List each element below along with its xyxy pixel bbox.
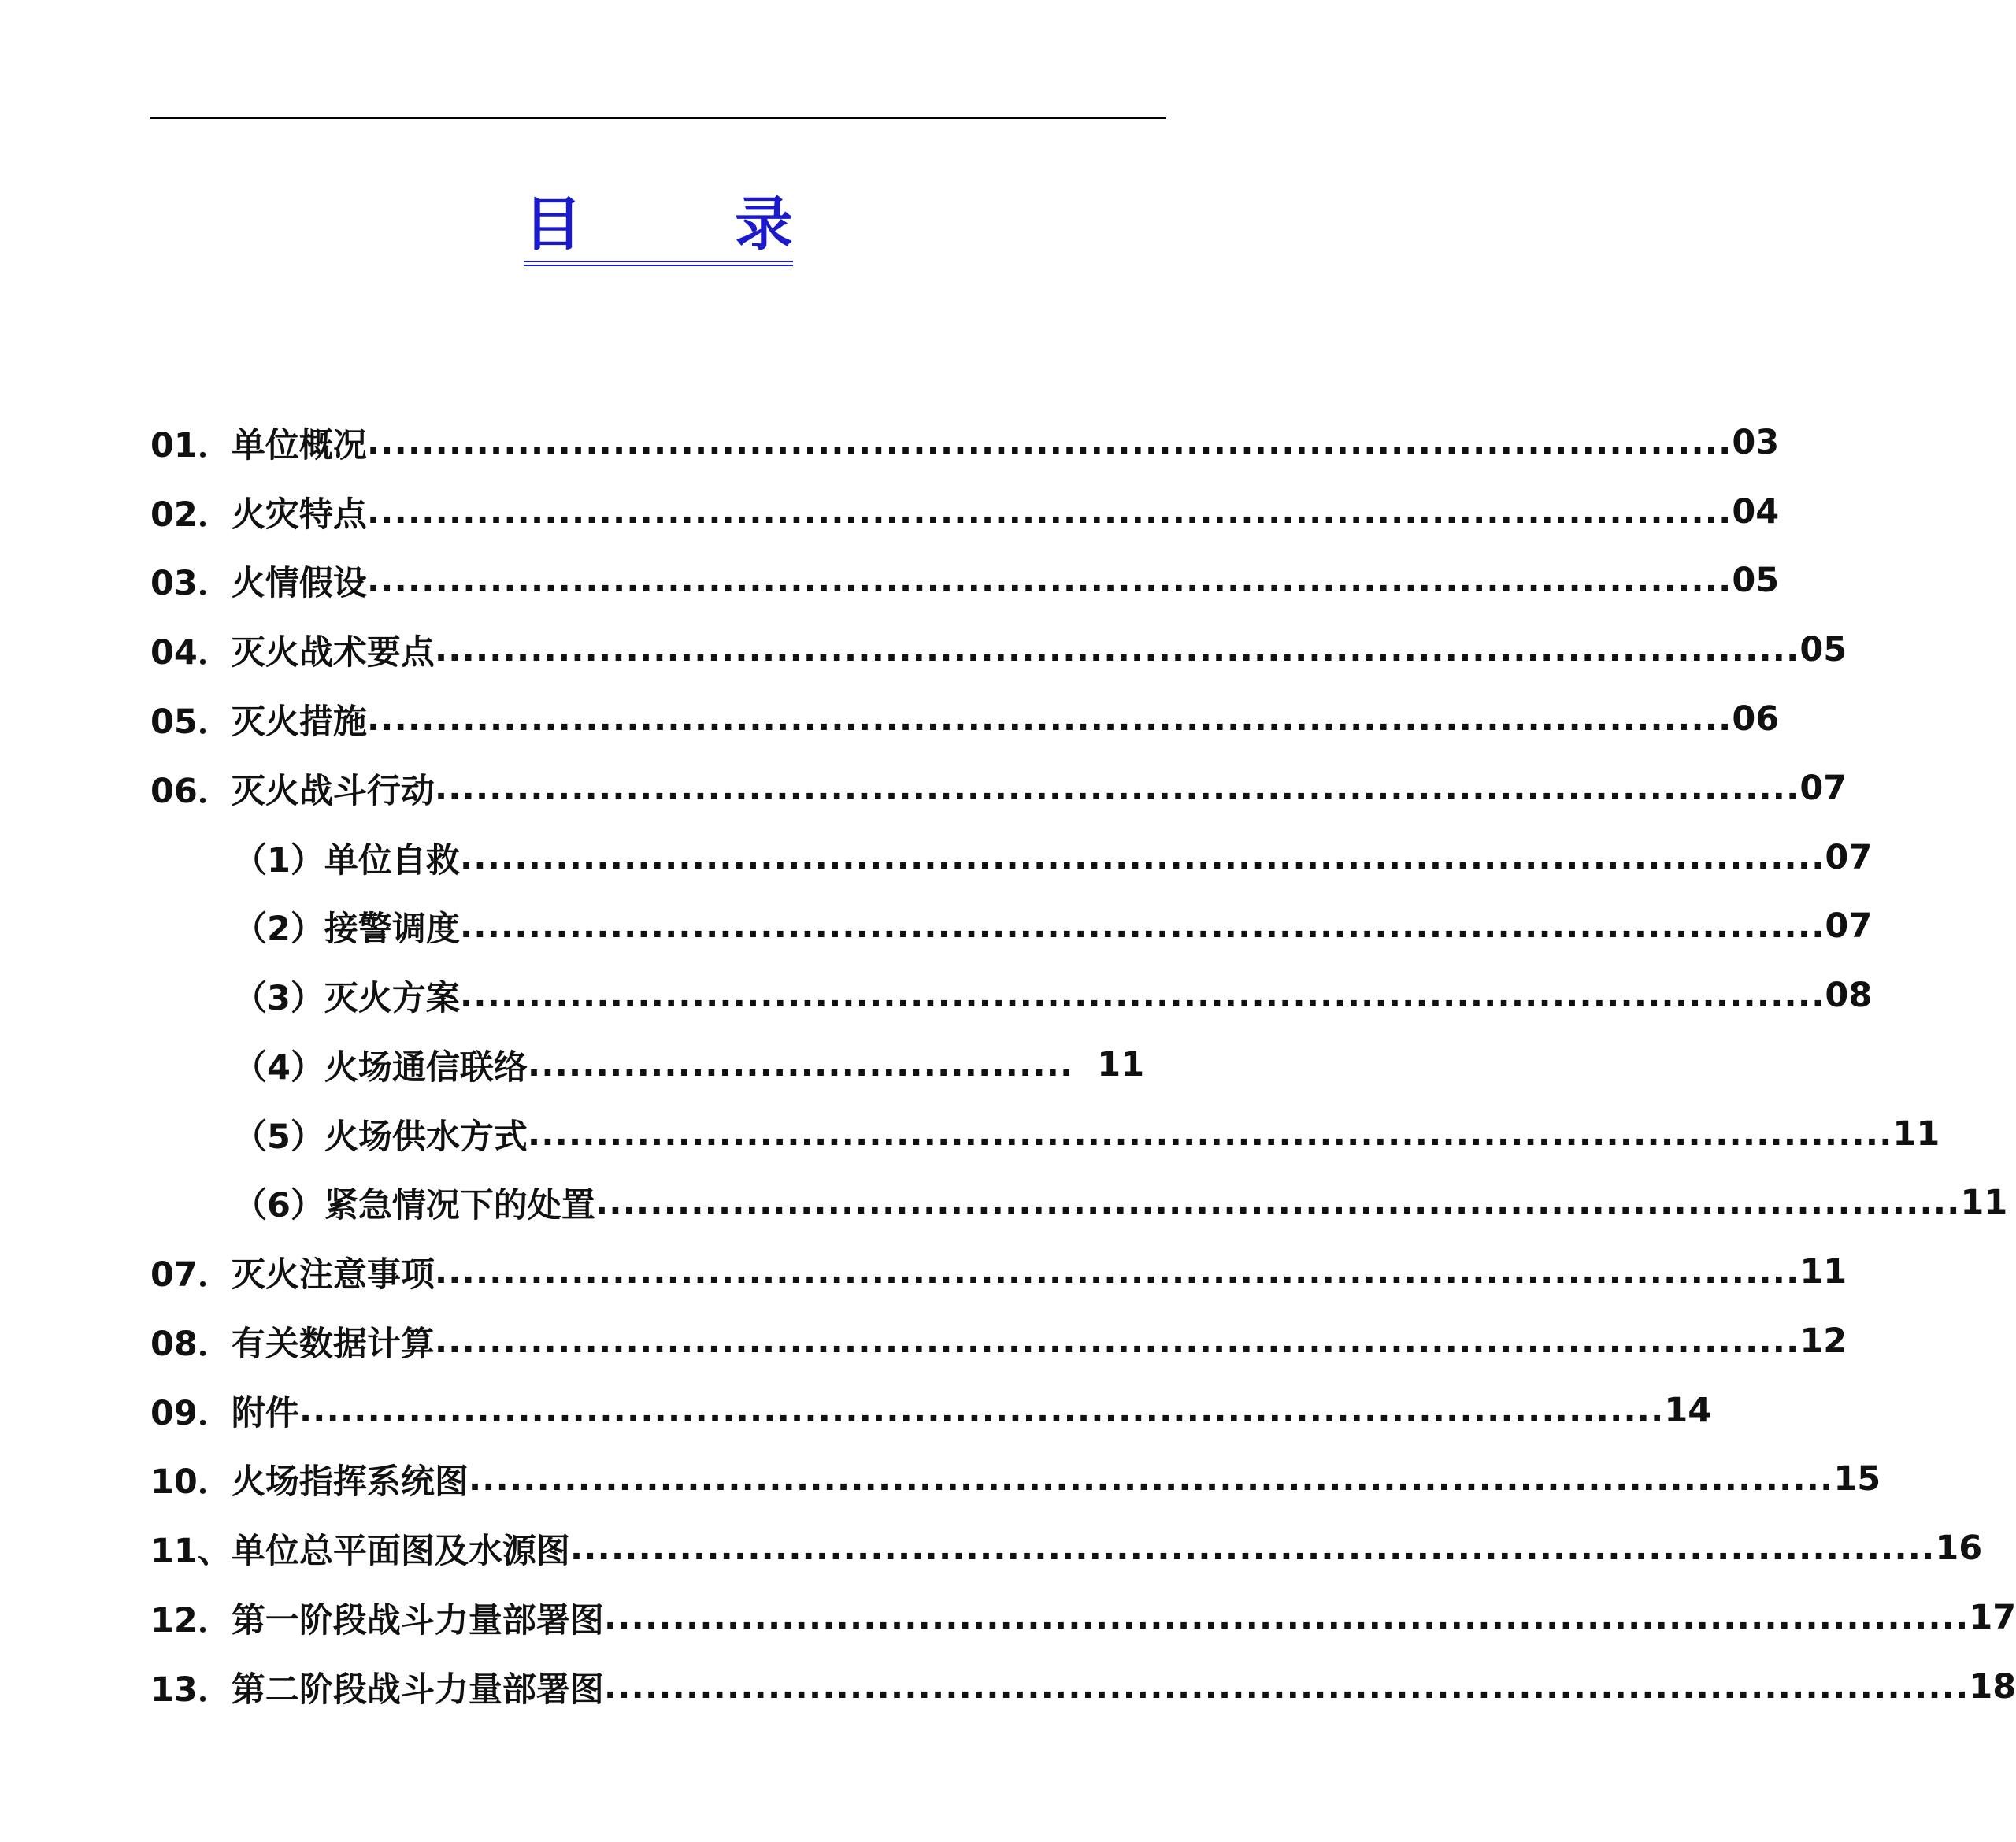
toc-leader-dots: .................................................................................................... [603, 1667, 1970, 1707]
toc-leader-dots: .................................................................................................... [527, 1114, 1893, 1154]
toc-entry-page: 06 [1732, 699, 1780, 739]
toc-subentry-page: 11 [1960, 1183, 2008, 1222]
toc-entry-page: 03 [1732, 423, 1780, 462]
toc-entry-number: 03． [150, 563, 232, 603]
toc-leader-dots: .................................................................................................... [595, 1183, 1961, 1222]
toc-entry-page: 15 [1833, 1459, 1881, 1499]
page-title-char-1: 目 [524, 190, 582, 258]
toc-entry-label: 第二阶段战斗力量部署图 [231, 1670, 604, 1710]
toc-subentry-number: （1） [233, 840, 324, 880]
toc-subentry-page: 07 [1825, 838, 1873, 877]
toc-subentry-page: 07 [1825, 906, 1873, 946]
toc-leader-dots: .................................................................................................... [298, 1391, 1665, 1430]
toc-entry-number: 09． [150, 1393, 232, 1433]
toc-subentry-label: 火场通信联络 [324, 1047, 528, 1088]
toc-entry[interactable] [150, 1525, 1983, 1571]
toc-entry[interactable] [150, 765, 1847, 811]
toc-subentry-number: （2） [233, 909, 324, 949]
toc-leader-dots: ........................................ [527, 1045, 1074, 1084]
toc-subentry[interactable] [233, 973, 1873, 1018]
page-title-char-2: 录 [735, 190, 793, 258]
toc-entry-number: 11、 [150, 1531, 232, 1571]
toc-subentry[interactable] [233, 835, 1873, 880]
toc-entry-page: 18 [1969, 1667, 2016, 1707]
toc-entry[interactable] [150, 1249, 1847, 1295]
toc-leader-dots: .................................................................................................... [366, 699, 1732, 739]
toc-subentry-page: 11 [1073, 1045, 1145, 1084]
toc-entry-label: 有关数据计算 [231, 1324, 435, 1364]
toc-entry-label: 第一阶段战斗力量部署图 [231, 1600, 604, 1640]
toc-entry-page: 14 [1664, 1391, 1712, 1430]
toc-subentry[interactable] [233, 1180, 2008, 1225]
toc-entry-number: 10． [150, 1462, 232, 1502]
toc-entry-number: 08． [150, 1324, 232, 1364]
toc-subentry[interactable] [233, 1042, 1145, 1088]
toc-entry[interactable] [150, 627, 1847, 673]
toc-entry-number: 07． [150, 1255, 232, 1295]
toc-subentry-label: 紧急情况下的处置 [324, 1185, 595, 1225]
toc-entry-label: 单位概况 [231, 425, 367, 465]
toc-subentry[interactable] [233, 903, 1873, 949]
toc-subentry-number: （3） [233, 978, 324, 1018]
toc-leader-dots: .................................................................................................... [569, 1529, 1936, 1568]
toc-entry-page: 17 [1969, 1598, 2016, 1637]
toc-entry[interactable] [150, 1664, 2016, 1710]
toc-leader-dots: .................................................................................................... [366, 492, 1732, 532]
toc-entry-label: 火灾特点 [231, 495, 367, 535]
toc-leader-dots: .................................................................................................... [468, 1459, 1834, 1499]
toc-entry-number: 02． [150, 495, 232, 535]
toc-entry-number: 05． [150, 702, 232, 742]
toc-leader-dots: .................................................................................................... [434, 630, 1800, 669]
toc-subentry-label: 灭火方案 [324, 978, 460, 1018]
toc-leader-dots: .................................................................................................... [434, 1321, 1800, 1361]
toc-subentry-number: （5） [233, 1117, 324, 1157]
toc-entry-label: 附件 [231, 1393, 299, 1433]
toc-entry-label: 火情假设 [231, 563, 367, 603]
toc-leader-dots: .................................................................................................... [366, 561, 1732, 600]
toc-entry-page: 12 [1799, 1321, 1847, 1361]
toc-subentry-number: （4） [233, 1047, 324, 1088]
toc-entry-page: 04 [1732, 492, 1780, 532]
toc-leader-dots: .................................................................................................... [366, 423, 1732, 462]
toc-leader-dots: .................................................................................................... [434, 1252, 1800, 1292]
toc-entry-number: 13． [150, 1670, 232, 1710]
toc-entry[interactable] [150, 1388, 1712, 1433]
toc-entry[interactable] [150, 489, 1780, 535]
toc-entry[interactable] [150, 558, 1780, 603]
toc-subentry-page: 08 [1825, 976, 1873, 1015]
toc-entry[interactable] [150, 1456, 1881, 1502]
toc-entry-page: 05 [1799, 630, 1847, 669]
toc-entry-label: 灭火战术要点 [231, 632, 435, 673]
toc-subentry[interactable] [233, 1111, 1940, 1157]
toc-entry[interactable] [150, 1595, 2016, 1640]
toc-entry-page: 16 [1935, 1529, 1983, 1568]
toc-subentry-label: 单位自救 [324, 840, 460, 880]
toc-leader-dots: .................................................................................................... [459, 906, 1825, 946]
toc-subentry-number: （6） [233, 1185, 324, 1225]
toc-entry[interactable] [150, 696, 1780, 742]
toc-leader-dots: .................................................................................................... [459, 976, 1825, 1015]
toc-entry-label: 灭火注意事项 [231, 1255, 435, 1295]
toc-entry-page: 05 [1732, 561, 1780, 600]
toc-entry-label: 单位总平面图及水源图 [231, 1531, 570, 1571]
toc-entry-number: 04． [150, 632, 232, 673]
toc-leader-dots: .................................................................................................... [459, 838, 1825, 877]
toc-subentry-label: 接警调度 [324, 909, 460, 949]
toc-entry[interactable] [150, 420, 1780, 465]
toc-entry-number: 12． [150, 1600, 232, 1640]
toc-leader-dots: .................................................................................................... [434, 769, 1800, 808]
toc-entry-number: 01． [150, 425, 232, 465]
toc-leader-dots: .................................................................................................... [603, 1598, 1970, 1637]
toc-entry-label: 灭火战斗行动 [231, 771, 435, 811]
toc-entry-page: 11 [1799, 1252, 1847, 1292]
toc-entry-label: 灭火措施 [231, 702, 367, 742]
toc-entry-number: 06． [150, 771, 232, 811]
toc-subentry-page: 11 [1892, 1114, 1940, 1154]
toc-subentry-label: 火场供水方式 [324, 1117, 528, 1157]
toc-entry-page: 07 [1799, 769, 1847, 808]
toc-entry-label: 火场指挥系统图 [231, 1462, 469, 1502]
toc-entry[interactable] [150, 1318, 1847, 1364]
